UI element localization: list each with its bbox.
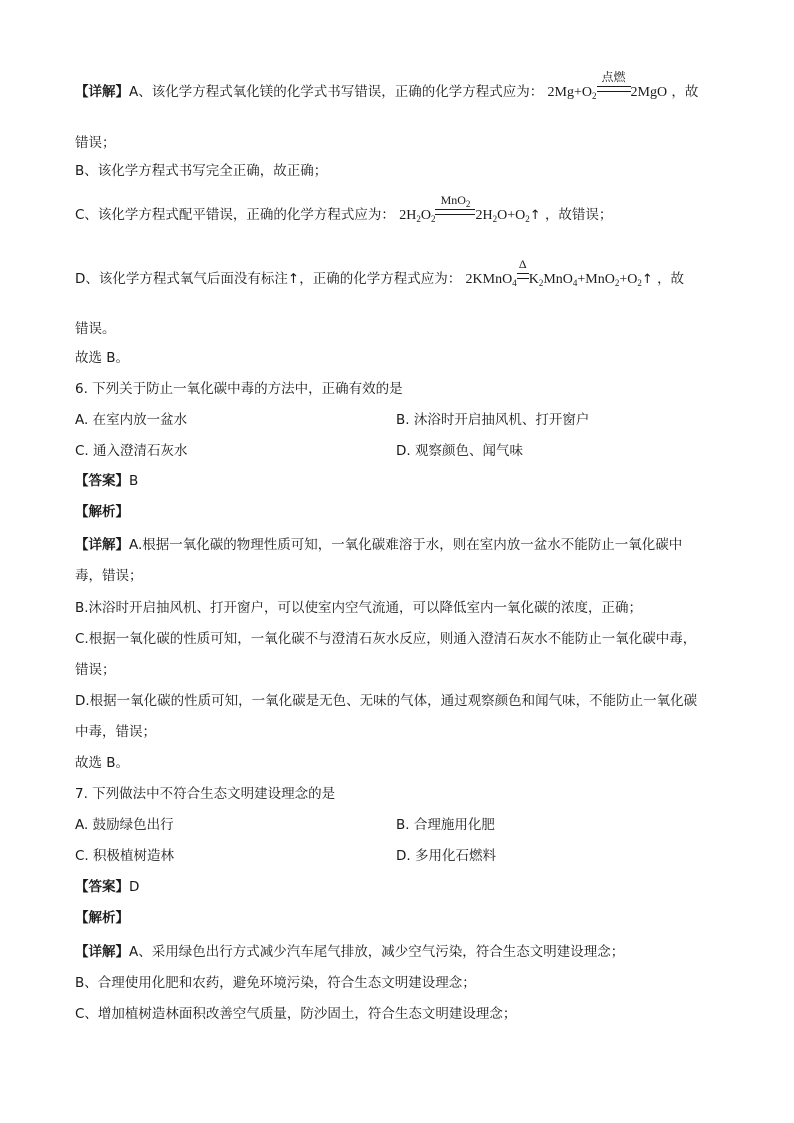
equation-kmno4: 2KMnO$_4$ Δ $K_2MnO_4+MnO_2+O_2↑$	[465, 257, 653, 288]
q5-detail-d: D、该化学方程式氧气后面没有标注↑，正确的化学方程式应为： 2KMnO$_4$ Δ $K_2MnO_4+MnO_2+O_2↑$ ，故	[75, 257, 685, 288]
q6-detail-c-cont: 错误；	[75, 662, 116, 678]
reaction-condition: MnO$_2$	[435, 207, 475, 225]
q6-stem: 6. 下列关于防止一氧化碳中毒的方法中，正确有效的是	[75, 381, 403, 397]
q5-detail-c: C、该化学方程式配平错误，正确的化学方程式应为： $2H_2O_2$ MnO$_2$ $2H_2O+O_2↑$ ，故错误；	[75, 193, 613, 224]
q7-detail-a: 【详解】A、采用绿色出行方式减少汽车尾气排放，减少空气污染，符合生态文明建设理念；	[75, 944, 625, 960]
q7-option-a: A. 鼓励绿色出行	[75, 817, 174, 833]
q5-detail-d-cont: 错误。	[75, 321, 116, 337]
q6-answer: 【答案】B	[75, 473, 139, 489]
q7-answer: 【答案】D	[75, 879, 140, 895]
q7-option-b: B. 合理施用化肥	[396, 817, 495, 833]
equation-mg: $2Mg+O_2$ 点燃 2MgO	[547, 70, 668, 101]
equation-h2o2: $2H_2O_2$ MnO$_2$ $2H_2O+O_2↑$	[399, 193, 541, 224]
q5-detail-a-cont: 错误；	[75, 135, 116, 151]
q6-detail-d: D.根据一氧化碳的性质可知，一氧化碳是无色、无味的气体，通过观察颜色和闻气味，不能防止一氧化碳	[75, 693, 698, 709]
q6-option-b: B. 沐浴时开启抽风机、打开窗户	[396, 412, 590, 428]
q6-choose: 故选 B。	[75, 755, 130, 771]
q6-option-a: A. 在室内放一盆水	[75, 412, 188, 428]
q6-option-c: C. 通入澄清石灰水	[75, 443, 188, 459]
reaction-condition: 点燃	[597, 84, 631, 102]
q5-detail-a: 【详解】A、该化学方程式氧化镁的化学式书写错误，正确的化学方程式应为： $2Mg+O_2$ 点燃 2MgO ，故	[75, 70, 699, 101]
q7-stem: 7. 下列做法中不符合生态文明建设理念的是	[75, 786, 336, 802]
q7-detail-b: B、合理使用化肥和农药，避免环境污染，符合生态文明建设理念；	[75, 975, 476, 991]
q6-option-d: D. 观察颜色、闻气味	[396, 443, 523, 459]
q6-detail-a: 【详解】A.根据一氧化碳的物理性质可知，一氧化碳难溶于水，则在室内放一盆水不能防止一氧化碳中	[75, 537, 683, 553]
q7-option-d: D. 多用化石燃料	[396, 848, 496, 864]
q6-detail-b: B.沐浴时开启抽风机、打开窗户，可以使室内空气流通，可以降低室内一氧化碳的浓度，正确；	[75, 600, 643, 616]
q5-choose: 故选 B。	[75, 350, 130, 366]
q6-detail-a-cont: 毒，错误；	[75, 568, 143, 584]
q7-detail-c: C、增加植树造林面积改善空气质量，防沙固土，符合生态文明建设理念；	[75, 1006, 517, 1022]
detail-label: 【详解】	[75, 84, 129, 100]
q6-detail-c: C.根据一氧化碳的性质可知，一氧化碳不与澄清石灰水反应，则通入澄清石灰水不能防止一氧化碳中毒，	[75, 631, 697, 647]
q6-analysis-label: 【解析】	[75, 504, 129, 520]
q6-detail-d-cont: 中毒，错误；	[75, 724, 156, 740]
reaction-condition: Δ	[517, 271, 529, 289]
q7-analysis-label: 【解析】	[75, 910, 129, 926]
q5-detail-b: B、该化学方程式书写完全正确，故正确；	[75, 163, 328, 179]
q7-option-c: C. 积极植树造林	[75, 848, 175, 864]
